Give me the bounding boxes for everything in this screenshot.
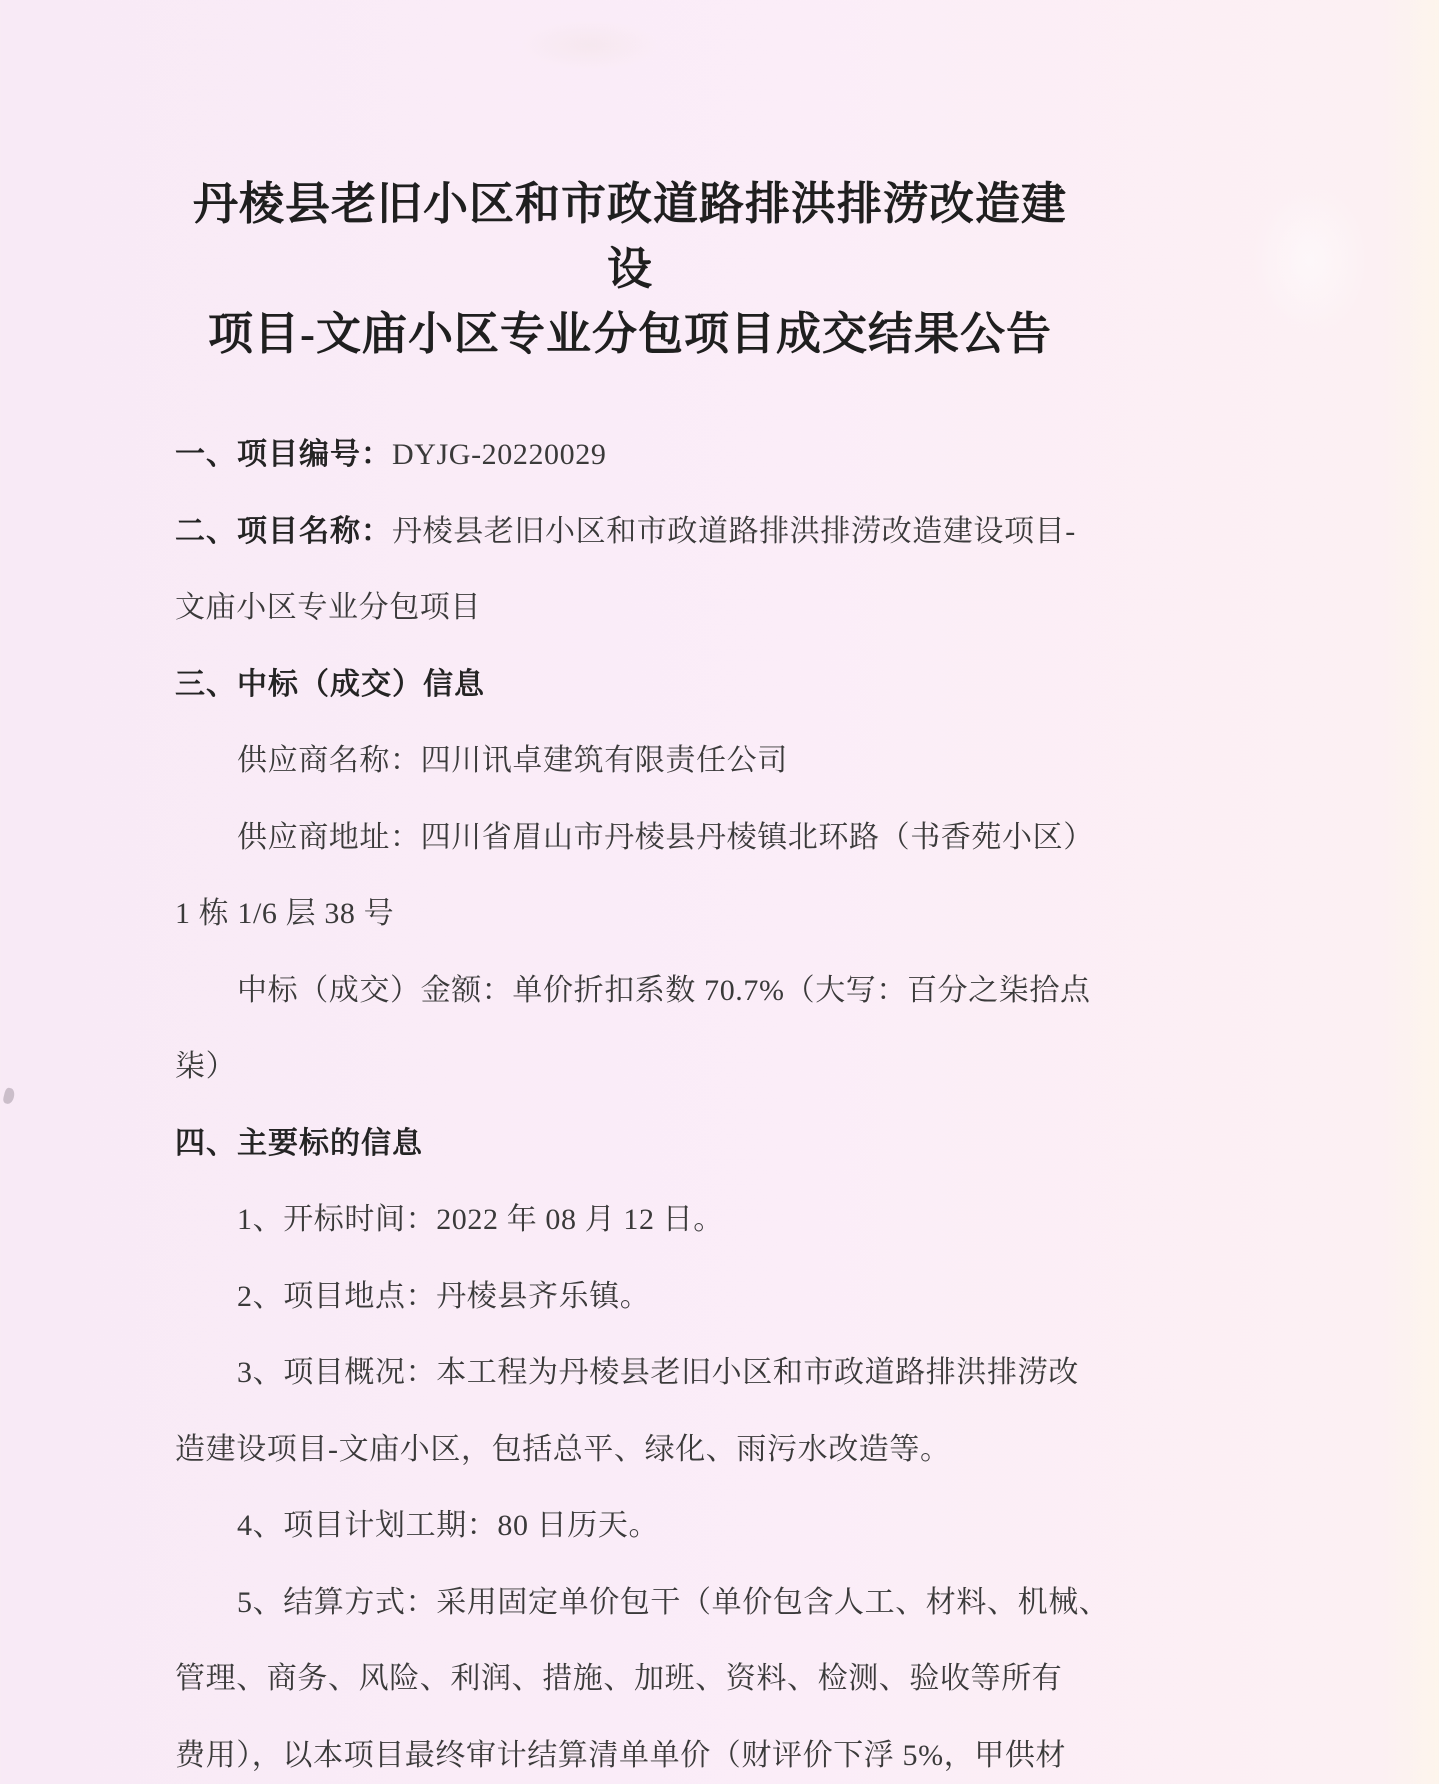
settlement-method-continuation-2: 费用），以本项目最终审计结算清单单价（财评价下浮 5%，甲供材	[175, 1738, 1067, 1772]
project-name-continuation: 文庙小区专业分包项目	[175, 591, 481, 624]
document-title	[172, 172, 1088, 367]
project-duration-line: 4、项目计划工期：80 日历天。	[237, 1509, 660, 1542]
project-name-line	[175, 494, 1091, 571]
document-title-line2: 项目-文庙小区专业分包项目成交结果公告	[208, 309, 1052, 359]
scan-smudge-top	[520, 20, 660, 70]
scan-highlight-right	[1250, 180, 1370, 340]
scan-artifact-mark	[2, 1087, 16, 1105]
supplier-address-line: 供应商地址：四川省眉山市丹棱县丹棱镇北环路（书香苑小区）	[237, 820, 1094, 854]
supplier-address-continuation: 1 栋 1/6 层 38 号	[175, 897, 395, 930]
project-location-line: 2、项目地点：丹棱县齐乐镇。	[237, 1279, 651, 1313]
bid-opening-time-line: 1、开标时间：2022 年 08 月 12 日。	[237, 1203, 724, 1236]
project-overview-continuation: 造建设项目-文庙小区，包括总平、绿化、雨污水改造等。	[175, 1432, 951, 1466]
document-body	[175, 417, 1110, 1784]
settlement-method-line: 5、结算方式：采用固定单价包干（单价包含人工、材料、机械、	[237, 1585, 1110, 1619]
award-amount-line: 中标（成交）金额：单价折扣系数 70.7%（大写：百分之柒拾点	[237, 973, 1091, 1007]
award-amount-continuation: 柒）	[175, 1050, 237, 1083]
supplier-name-line: 供应商名称：四川讯卓建筑有限责任公司	[237, 744, 788, 777]
project-number-line	[175, 417, 1091, 494]
project-number-value: DYJG-20220029	[392, 438, 607, 471]
document-title-line1: 丹棱县老旧小区和市政道路排洪排涝改造建设	[192, 179, 1067, 294]
settlement-method-continuation-1: 管理、商务、风险、利润、措施、加班、资料、检测、验收等所有	[175, 1662, 1063, 1695]
award-info-heading: 三、中标（成交）信息	[175, 667, 485, 701]
project-name-label: 二、项目名称：	[175, 514, 392, 548]
main-subject-heading: 四、主要标的信息	[175, 1126, 423, 1160]
project-name-value: 丹棱县老旧小区和市政道路排洪排涝改造建设项目-	[392, 514, 1076, 548]
project-overview-line: 3、项目概况：本工程为丹棱县老旧小区和市政道路排洪排涝改	[237, 1356, 1079, 1389]
project-number-label: 一、项目编号：	[175, 438, 392, 471]
